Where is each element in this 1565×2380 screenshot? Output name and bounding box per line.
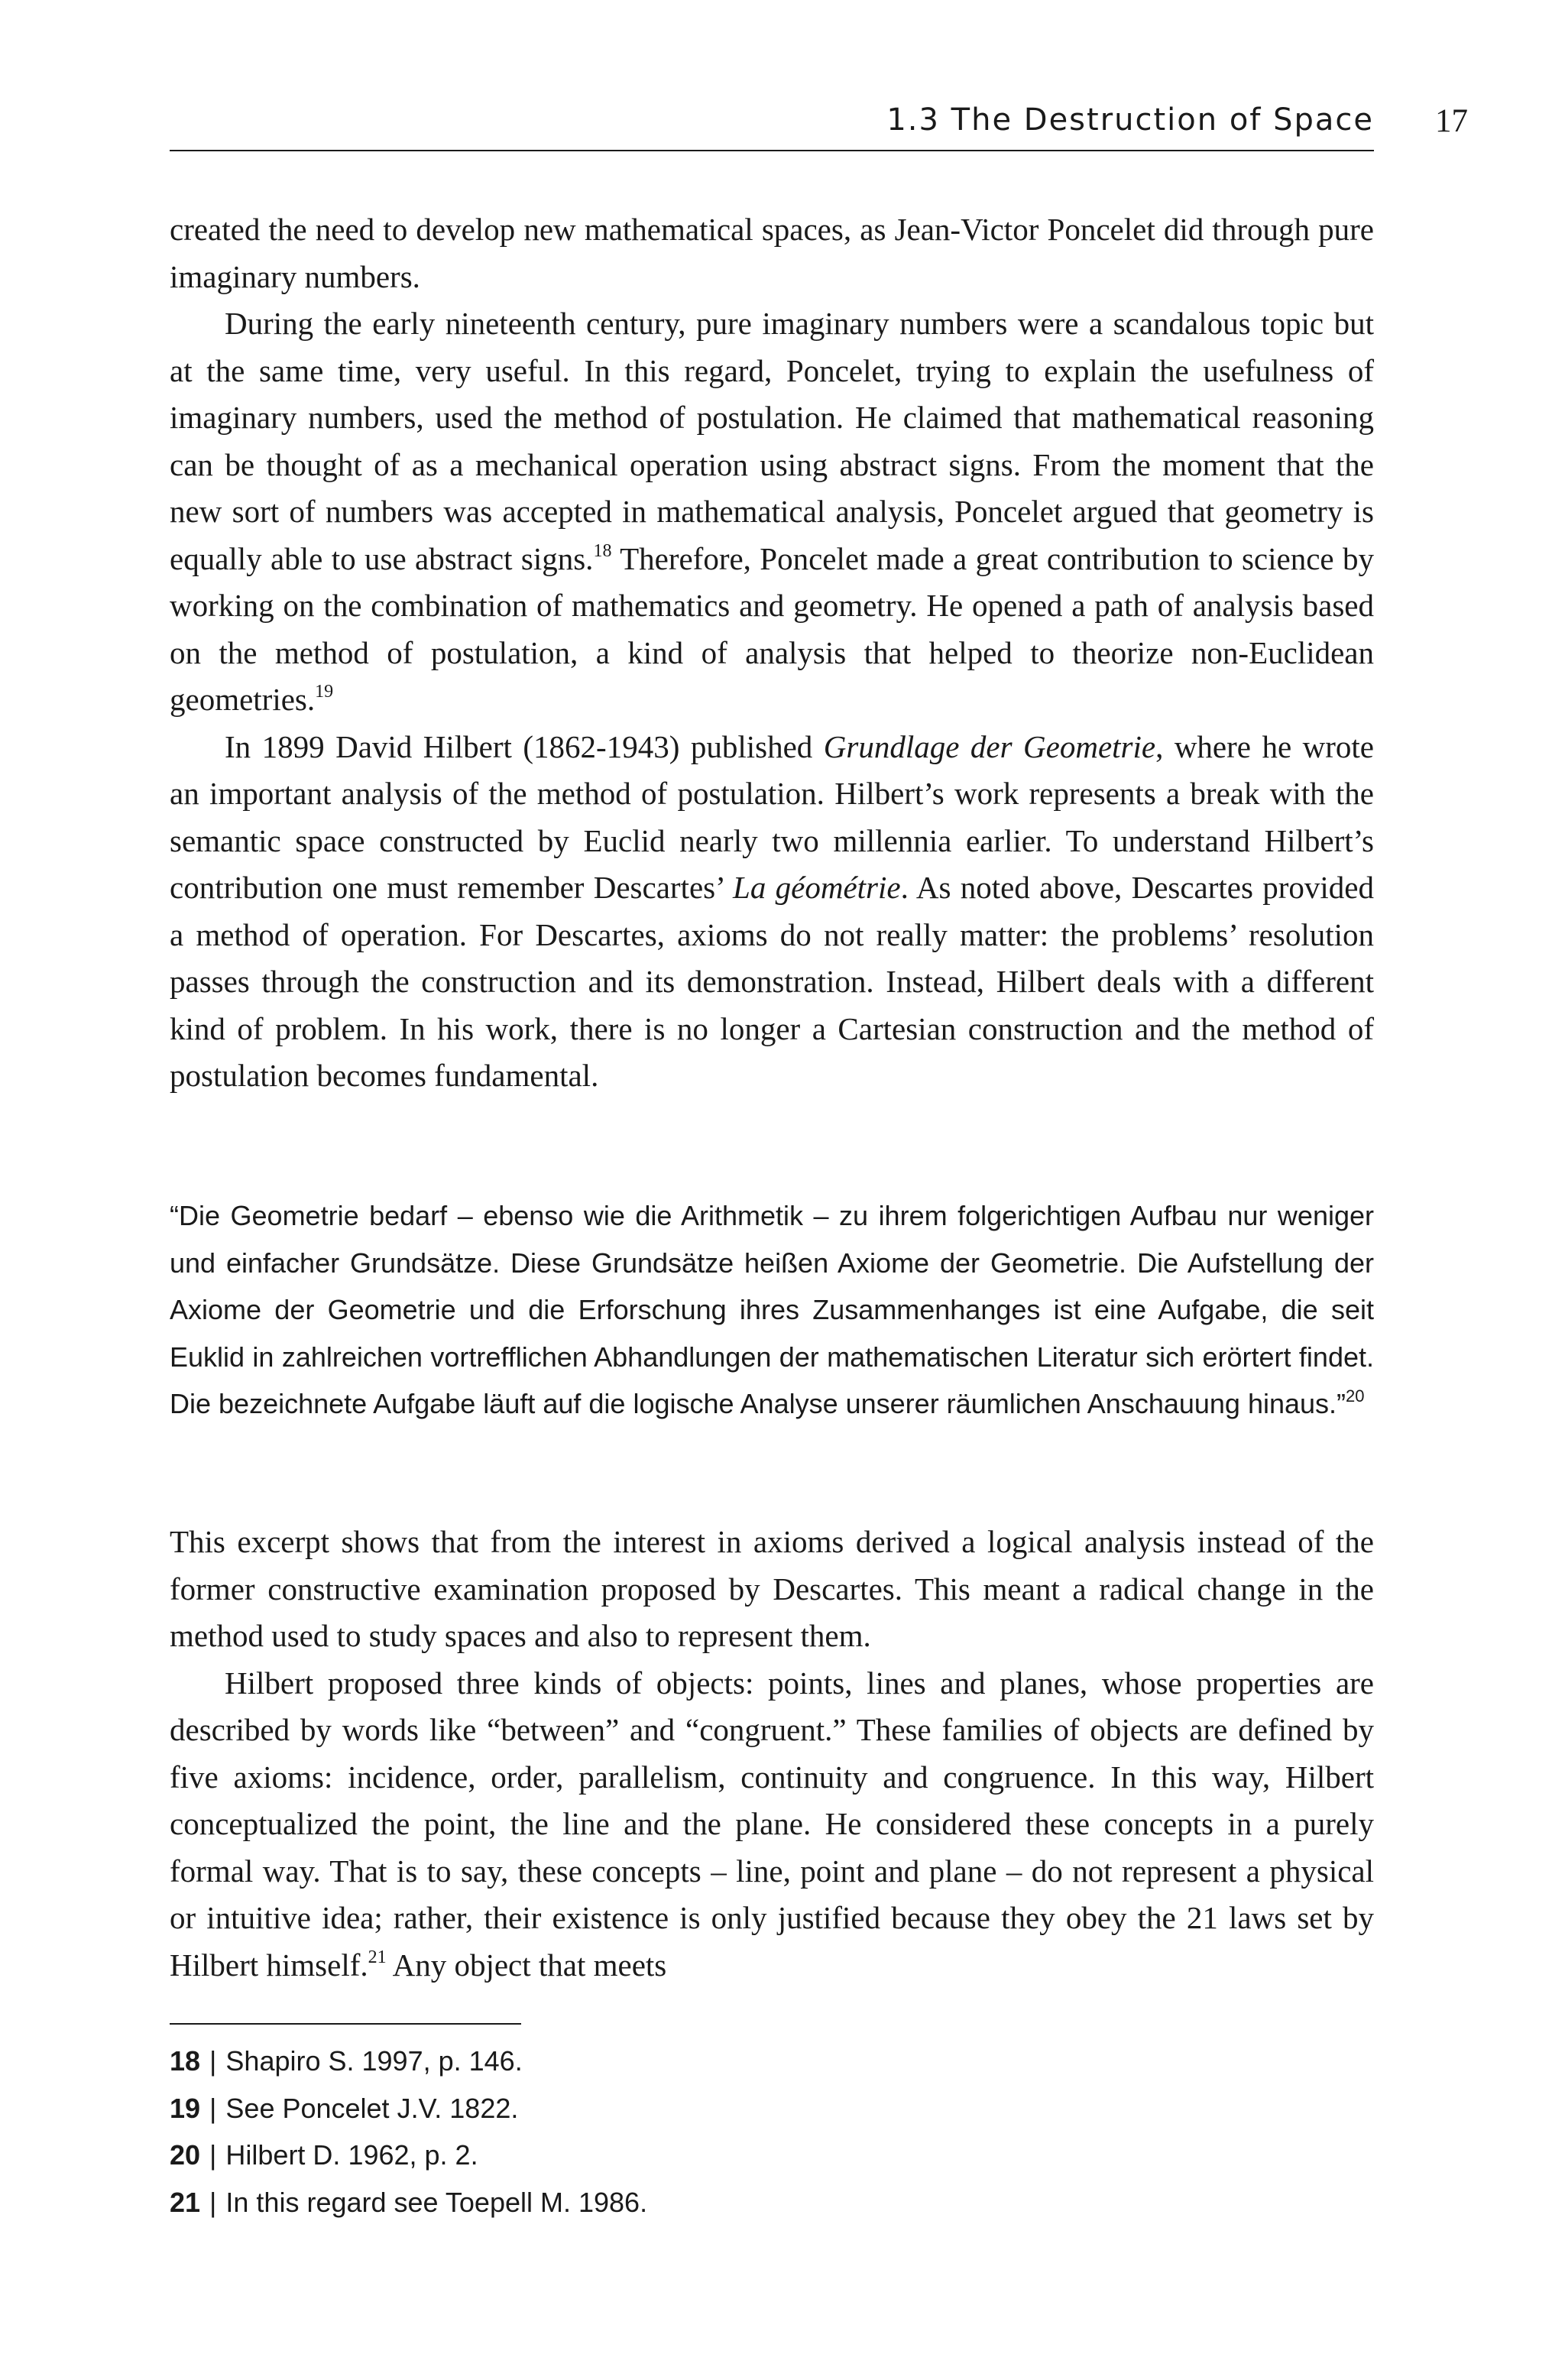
- quote-text: “Die Geometrie bedarf – ebenso wie die Arithmetik – zu ihrem folgerichtigen Aufbau nur weniger und einfacher Grundsätze. Diese Grundsätze heißen Axiome der Geometrie. Die Aufstellung der Axiome der Geometrie und die Erforschung ihres Zusammenhanges ist eine Aufgabe, die seit Euklid in zahlreichen vortrefflichen Abhandlungen der mathematischen Literatur sich erörtert findet. Die bezeichnete Aufgabe läuft auf die logische Analyse unserer räumlichen Anschauung hinaus.”: [170, 1200, 1374, 1419]
- paragraph-objects: [170, 1660, 1374, 1989]
- running-header: [170, 102, 1374, 151]
- footnote-separator: |: [209, 2092, 217, 2124]
- block-quote: [170, 1192, 1374, 1428]
- footnote-18: [170, 2038, 1374, 2085]
- paragraph-continuation: [170, 206, 1374, 300]
- footnote-19: [170, 2085, 1374, 2132]
- paragraph-2-text-b: Therefore, Poncelet made a great contribution to science by working on the combination of mathematics and geometry. He opened a path of analysis based on the method of postulation, a kind of analysis that helped to theorize non-Euclidean geometries.: [170, 540, 1374, 717]
- footnote-21: [170, 2179, 1374, 2226]
- footnote-ref-21[interactable]: 21: [368, 1947, 387, 1967]
- page-number: 17: [1435, 103, 1468, 139]
- paragraph-5-text-a: Hilbert proposed three kinds of objects: points, lines and planes, whose properties are described by words like “between” and “congruent.” These families of objects are defined by five axioms: incidence, order, parallelism, continuity and congruence. In this way, Hilbert conceptualized the point, the line and the plane. He considered these concepts in a purely formal way. That is to say, these concepts – line, point and plane – do not represent a physical or intuitive idea; rather, their existence is only justified because they obey the 21 laws set by Hilbert himself.: [170, 1665, 1374, 1983]
- footnote-rule: [170, 2023, 521, 2025]
- footnote-text: See Poncelet J.V. 1822.: [225, 2092, 519, 2124]
- paragraph-3-text-a: In 1899 David Hilbert (1862-1943) published: [225, 728, 824, 764]
- footnotes: [170, 2038, 1374, 2226]
- paragraph-2-text-a: During the early nineteenth century, pure imaginary numbers were a scandalous topic but at the same time, very useful. In this regard, Poncelet, trying to explain the usefulness of imaginary numbers, used the method of postulation. He claimed that mathematical reasoning can be thought of as a mechanical operation using abstract signs. From the moment that the new sort of numbers was accepted in mathematical analysis, Poncelet argued that geometry is equally able to use abstract signs.: [170, 306, 1374, 576]
- header-rule: [170, 150, 1374, 151]
- footnote-number: 20: [170, 2139, 201, 2171]
- paragraph-5-text-b: Any object that meets: [386, 1947, 667, 1983]
- footnote-text: Hilbert D. 1962, p. 2.: [225, 2139, 478, 2171]
- paragraph-1-text: created the need to develop new mathematical spaces, as Jean-Victor Poncelet did through pure imaginary numbers.: [170, 212, 1374, 294]
- footnote-number: 19: [170, 2092, 201, 2124]
- paragraph-3-text-b: , where he wrote an important analysis of the method of postulation. Hilbert’s work represents a break with the semantic space constructed by Euclid nearly two millennia earlier. To understand Hilbert’s contribution one must remember Descartes’: [170, 728, 1374, 905]
- footnote-number: 18: [170, 2045, 201, 2077]
- footnote-number: 21: [170, 2186, 201, 2218]
- footnote-text: In this regard see Toepell M. 1986.: [225, 2186, 648, 2218]
- footnote-ref-20[interactable]: 20: [1346, 1386, 1365, 1406]
- footnote-separator: |: [209, 2186, 217, 2218]
- paragraph-excerpt: [170, 1519, 1374, 1660]
- paragraph-poncelet: [170, 300, 1374, 724]
- footnote-20: [170, 2132, 1374, 2179]
- body-text-lower: [170, 1519, 1374, 1989]
- book-title-grundlage: Grundlage der Geometrie: [823, 728, 1156, 764]
- paragraph-4-text: This excerpt shows that from the interest in axioms derived a logical analysis instead of the former constructive examination proposed by Descartes. This meant a radical change in the method used to study spaces and also to represent them.: [170, 1524, 1374, 1653]
- footnote-text: Shapiro S. 1997, p. 146.: [225, 2045, 523, 2077]
- paragraph-hilbert: [170, 724, 1374, 1100]
- footnote-ref-18[interactable]: 18: [593, 540, 612, 561]
- book-page: [170, 0, 1374, 2380]
- paragraph-3-text-c: . As noted above, Descartes provided a method of operation. For Descartes, axioms do not really matter: the problems’ resolution passes through the construction and its demonstration. Instead, Hilbert deals with a different kind of problem. In his work, there is no longer a Cartesian construction and the method of postulation becomes fundamental.: [170, 870, 1375, 1093]
- footnote-ref-19[interactable]: 19: [315, 682, 334, 702]
- block-quote-text: [170, 1192, 1374, 1428]
- book-title-la-geometrie: La géométrie: [733, 870, 901, 905]
- footnote-separator: |: [209, 2045, 217, 2077]
- running-title: 1.3 The Destruction of Space: [886, 102, 1374, 138]
- body-text-upper: [170, 206, 1374, 1100]
- footnote-separator: |: [209, 2139, 217, 2171]
